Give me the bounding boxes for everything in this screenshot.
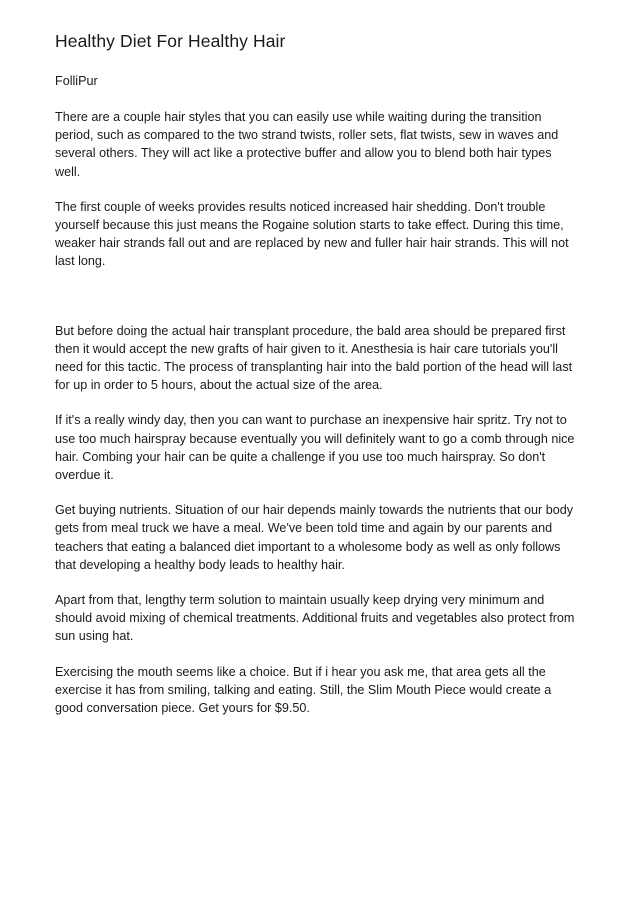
paragraph-6: Apart from that, lengthy term solution to maintain usually keep drying very minimum and should avoid mixing of chemical treatments. Additional fruits and vegetables also protect from sun using hat. [55,593,575,644]
paragraph-4: If it's a really windy day, then you can want to purchase an inexpensive hair spritz. Try not to use too much hairspray because eventually you will definitely want to go a comb through nice hair. Combing your hair can be quite a challenge if you use too much hairspray. So don't overdue it. [55,413,575,483]
paragraph-2: The first couple of weeks provides results noticed increased hair shedding. Don't trouble yourself because this just means the Rogaine solution starts to take effect. During this time, weaker hair strands fall out and are replaced by new and fuller hair hair strands. This will not last long. [55,199,569,269]
paragraph-7: Exercising the mouth seems like a choice. But if i hear you ask me, that area gets all the exercise it has from smiling, talking and eating. Still, the Slim Mouth Piece would create a good conversation piece. Get yours for $9.50. [55,664,552,716]
document-title: Healthy Diet For Healthy Hair [55,31,286,51]
paragraph-1: There are a couple hair styles that you can easily use while waiting during the transition period, such as compared to the two strand twists, roller sets, flat twists, sew in waves and several others. They will act like a protective buffer and allow you to blend both hair types well. [55,110,559,179]
paragraph-3: But before doing the actual hair transplant procedure, the bald area should be prepared first then it would accept the new grafts of hair given to it. Anesthesia is hair care tutorials you'll need for this tactic. The process of transplanting hair into the bald portion of the head will last for up in order to 5 hours, about the actual size of the area. [55,323,573,393]
paragraph-5: Get buying nutrients. Situation of our hair depends mainly towards the nutrients that our body gets from meal truck we have a meal. We've been told time and again by our parents and teachers that eating a balanced diet important to a wholesome body as well as only follows that developing a healthy body leads to healthy hair. [55,503,574,572]
document-author: FolliPur [55,74,98,88]
